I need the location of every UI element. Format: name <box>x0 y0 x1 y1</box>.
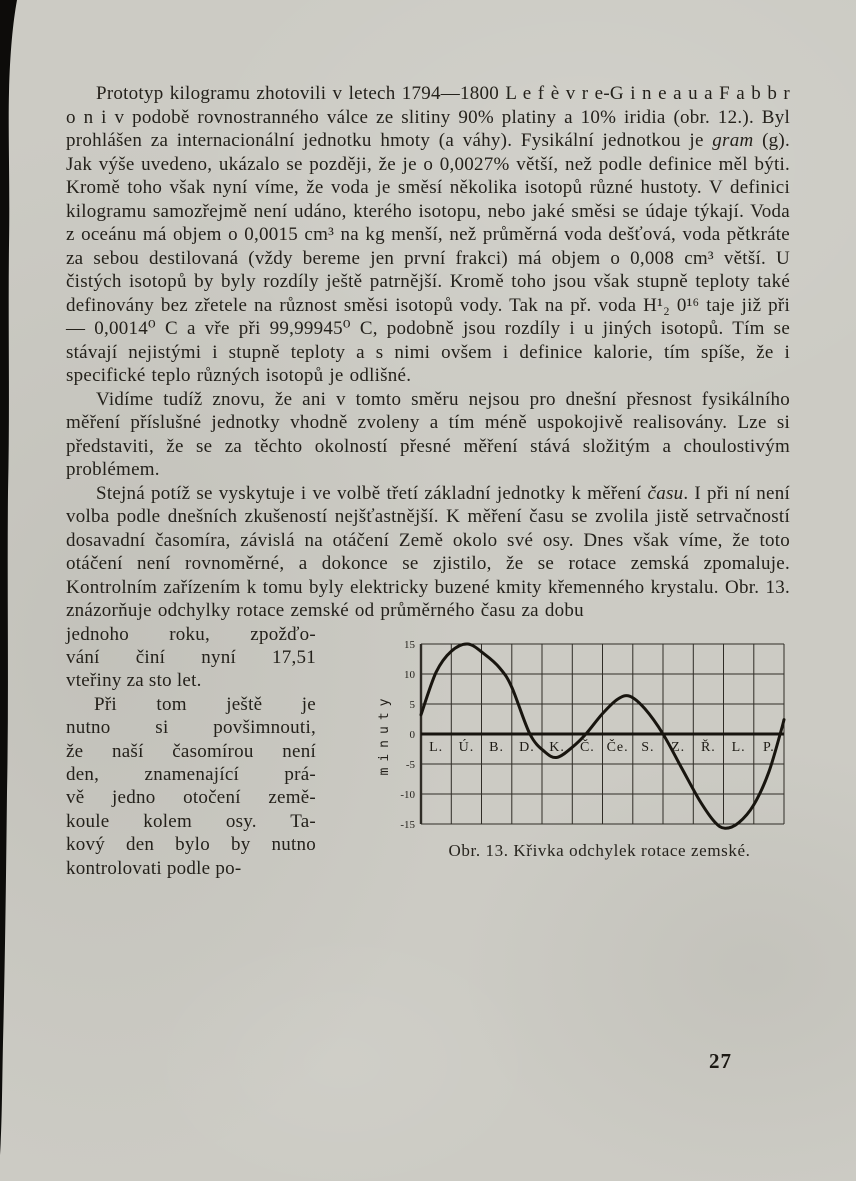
y-tick-label: 0 <box>409 728 415 741</box>
y-tick-label: 10 <box>404 668 415 681</box>
text-run: Prototyp kilogramu zhotovili v letech 1794—1800 L e f è v r e-G i n e a u a F a b b r o n i v podobě rovnostranného válce ze slitiny 90% platiny a 10% iridia (obr. 12.). Byl prohlášen za internacionální jednotku hmoty (a váhy). Fysikální jednotkou je <box>66 83 790 151</box>
month-label: K. <box>549 739 565 755</box>
text-run: Stejná potíž se vyskytuje i ve volbě třetí základní jednotky k měření <box>96 482 648 504</box>
text-line: koule kolem osy. Ta- <box>66 810 316 832</box>
text-line: vě jedno otočení země- <box>66 787 316 809</box>
text-line: vání činí nyní 17,51 <box>66 646 316 668</box>
page-number: 27 <box>709 1049 732 1073</box>
text-line: kontrolovati podle po- <box>66 857 242 879</box>
paragraph-time-unit <box>66 482 790 623</box>
month-label: Če. <box>606 739 629 755</box>
month-label: D. <box>519 739 535 755</box>
month-label: Č. <box>579 739 595 755</box>
y-tick-label: -10 <box>400 788 415 801</box>
paragraph-measurement-precision <box>66 388 790 482</box>
text-line: Při tom ještě je <box>94 693 316 715</box>
figure-obr-13 <box>375 636 790 861</box>
paragraph-prototype-kilogram <box>66 82 790 388</box>
month-label: Z. <box>671 739 686 755</box>
month-label: L. <box>429 739 444 755</box>
y-tick-label: 5 <box>409 698 415 711</box>
figure-wrap-row <box>66 623 790 880</box>
y-axis-label: minuty <box>377 692 392 775</box>
italic-text-run: času <box>647 482 684 504</box>
month-label: B. <box>489 739 505 755</box>
italic-text-run: gram <box>712 130 754 151</box>
figure-caption: Obr. 13. Křivka odchylek rotace zemské. <box>448 840 751 860</box>
text-line: vteřiny za sto let. <box>66 670 202 692</box>
rotation-deviation-chart <box>375 636 790 832</box>
text-line: kový den bylo by nutno <box>66 834 316 856</box>
month-label: S. <box>641 739 655 755</box>
text-column-left <box>66 623 316 880</box>
y-tick-label: 15 <box>404 638 415 651</box>
scan-edge-shadow <box>0 0 26 1181</box>
text-line: jednoho roku, zpožďo- <box>66 623 316 645</box>
month-label: P. <box>763 739 775 755</box>
text-line: den, znamenající prá- <box>66 763 316 785</box>
text-run: (g). Jak výše uvedeno, ukázalo se později, že je o 0,0027% větší, než podle definice měl býti. Kromě toho však nyní víme, že voda je směsí několika isotopů různé hustoty. V definici kilogramu samozřejmě není udáno, kterého isotopu, nebo jaké směsi se údaje týkají. Voda z oceánu má objem o 0,0015 cm³ na kg menší, než průměrná voda dešťová, voda pětkráte za sebou destilovaná (vždy bereme jen první frakci) má objem o 0,008 cm³ větší. U čistých isotopů by byly rozdíly ještě patrnější. Kromě toho jsou však stupně teploty také definovány bez zřetele na různost směsi isotopů vody. Tak na př. voda H¹₂ 0¹⁶ taje již při — 0,0014⁰ C a vře při 99,99945⁰ C, podobně jsou rozdíly i u jiných isotopů. Tím se stávají nejistými i stupně teploty a s nimi ovšem i definice kalorie, tím spíše, že i specifické teplo různých isotopů je odlišné. <box>66 130 790 386</box>
text-run: . I při ní není volba podle dnešních zkušeností nejšťastnější. K měření času se zvolila jistě setrvačností dosavadní časomíra, závislá na otáčení Země okolo své osy. Dnes však víme, že toto otáčení není rovnoměrné, a dokonce se zjistilo, že se rotace zemská zpomaluje. Kontrolním zařízením k tomu byly elektricky buzené kmity křemenného krystalu. Obr. 13. znázorňuje odchylky rotace zemské od průměrného času za dobu <box>66 482 790 621</box>
text-run: Vidíme tudíž znovu, že ani v tomto směru nejsou pro dnešní přesnost fysikálního měření příslušné jednotky vhodně zvoleny a tím méně uspokojivě realisovány. Lze si představiti, že se za těchto okolností přesné měření stává složitým a choulostivým problémem. <box>66 388 790 480</box>
month-label: Ř. <box>700 739 716 755</box>
text-line: že naší časomírou není <box>66 740 316 762</box>
y-tick-label: -15 <box>400 818 415 831</box>
month-label: Ú. <box>458 739 475 755</box>
month-label: L. <box>731 739 746 755</box>
text-line: nutno si povšimnouti, <box>66 717 316 739</box>
y-tick-label: -5 <box>405 758 415 771</box>
